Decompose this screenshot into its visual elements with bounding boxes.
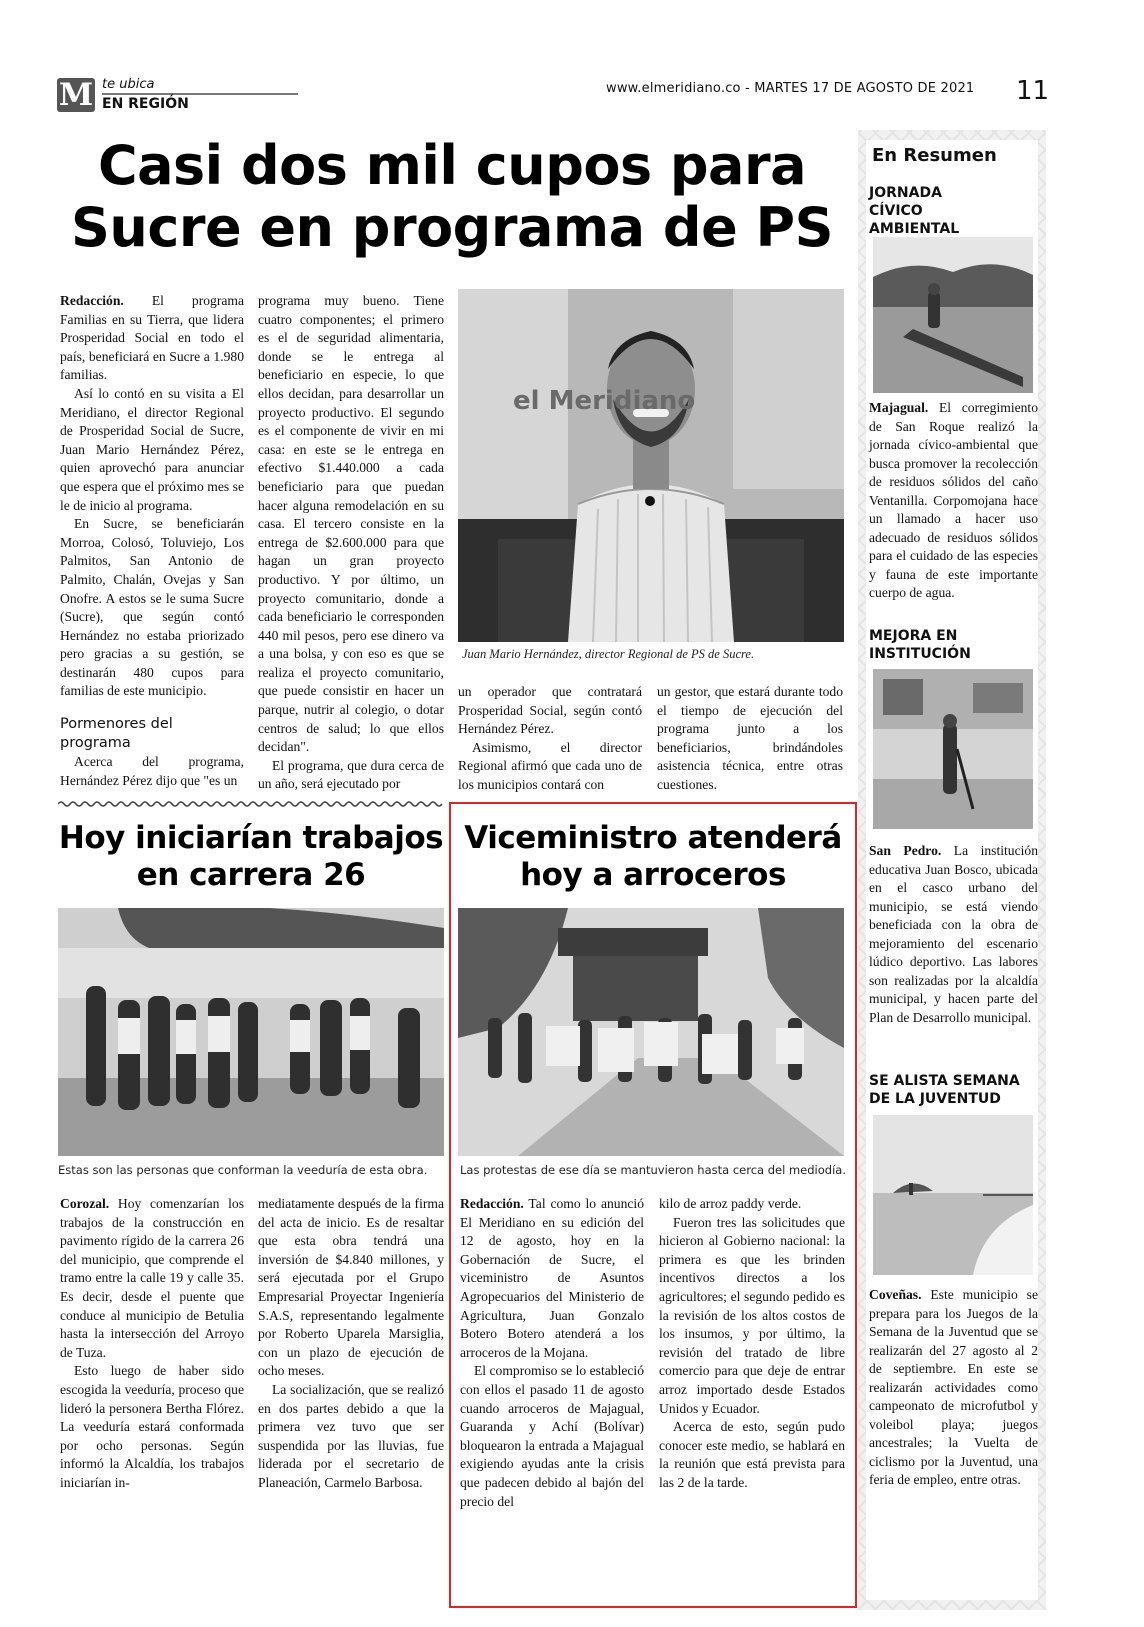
sidebar-title: En Resumen (872, 145, 997, 166)
section-subtitle: te ubica (102, 77, 155, 92)
main-story-col2 (258, 292, 444, 794)
paragraph: Acerca del programa, Hernández Pérez dijo que "es un (60, 754, 244, 788)
portrait-illustration (458, 289, 844, 642)
sidebar-item-title: SE ALISTA SEMANA DE LA JUVENTUD (869, 1073, 1020, 1107)
page-number: 11 (1016, 76, 1050, 106)
paragraph: El corregimiento de San Roque realizó la jornada cívico-ambiental que busca promover la recolección de residuos sólidos del caño Ventanilla. Corpomojana hace un llamado a hacer uso adecuado de residuos sólidos para el cuidado de las especies y fauna de este importante cuerpo de agua. (869, 400, 1038, 600)
paragraph: kilo de arroz paddy verde. (659, 1196, 802, 1211)
main-headline (52, 135, 852, 259)
story3-headline-line2: hoy a arroceros (520, 857, 786, 893)
backdrop-logo-text: el Meridiano (513, 386, 696, 416)
story3-headline-line1: Viceministro atenderá (464, 820, 842, 856)
paragraph: El programa, que dura cerca de un año, será ejecutado por (258, 757, 444, 792)
story2-col2 (258, 1195, 444, 1493)
protest-photo (458, 908, 844, 1156)
section-divider (58, 800, 444, 808)
story3-col2 (659, 1195, 845, 1493)
sidebar-item-text (869, 842, 1038, 1027)
paragraph: Fueron tres las solicitudes que hicieron al Gobierno nacional: la primera es que les brinden incentivos directos a los agricultores; el segundo pedido es la revisión de los altos costos de los insumos, y por último, la revisión del tratado de libre comercio para que deje de entrar arroz importado desde Estados Unidos y Ecuador. (659, 1214, 845, 1416)
dateline-city: Corozal. (60, 1196, 110, 1211)
story2-headline-line2: en carrera 26 (136, 857, 366, 893)
story2-col1 (60, 1195, 244, 1493)
main-story-col1 (60, 292, 244, 790)
paragraph: Tal como lo anunció El Meridiano en su edición del 12 de agosto, hoy en la Gobernación de Sucre, el viceministro de Asuntos Agropecuarios del Ministerio de Agricultura, Juan Gonzalo Botero Botero atenderá a los arroceros de la Mojana. (460, 1196, 644, 1360)
paragraph: Esto luego de haber sido escogida la veeduría, proceso que lideró la personera Bertha Flórez. La veeduría estará conformada por ocho personas. Según informó la Alcaldía, los trabajos iniciarían in- (60, 1363, 244, 1490)
sidebar-item-text (869, 399, 1038, 603)
paragraph: programa muy bueno. Tiene cuatro componentes; el primero es el de seguridad alimentaria, donde se le entrega al beneficiario en especie, lo que ellos decidan, para desarrollar un proyecto productivo. El segundo es el componente de vivir en mi casa: en este se le entrega en efectivo $1.440.000 a cada beneficiario para que puedan hacer alguna remodelación en su casa. El tercero consiste en la entrega de $2.600.000 para que hagan un gran proyecto productivo. Y por último, un proyecto comunitario, donde a cada beneficiario le corresponden 440 mil pesos, pero ese dinero va a una bolsa, y con eso es que se realiza el proyecto comunitario, que puede consistir en hacer un parque, nutrir al colegio, o dotar centros de salud; lo que ellos decidan". (258, 293, 444, 755)
sidebar-item-title: MEJORA EN INSTITUCIÓN (869, 628, 971, 662)
beach-illustration (873, 1115, 1033, 1275)
veeduria-illustration (58, 908, 444, 1156)
veeduria-photo (58, 908, 444, 1156)
dateline: www.elmeridiano.co - MARTES 17 DE AGOSTO DE 2021 (606, 81, 975, 96)
protest-illustration (458, 908, 844, 1156)
paragraph: mediatamente después de la firma del acta de inicio. Es de resaltar que esta obra tendrá una inversión de $4.840 millones, y será ejecutada por el Grupo Empresarial Proyectar Ingeniería S.A.S, representando legalmente por Roberto Uparela Marsiglia, con un plazo de ejecución de ocho meses. (258, 1196, 444, 1379)
story2-headline (52, 820, 450, 894)
canoe-illustration (873, 237, 1033, 393)
paragraph: un gestor, que estará durante todo el tiempo de ejecución del programa junto a los beneficiarios, brindándoles asistencia técnica, entre otras cuestiones. (657, 684, 843, 792)
sidebar-item-title: JORNADA CÍVICO AMBIENTAL (869, 185, 960, 237)
sidebar-photo-canoe (873, 237, 1033, 393)
main-headline-line2: Sucre en programa de PS (71, 196, 833, 259)
subheading: Pormenores del programa (60, 716, 173, 752)
dateline-city: Majagual. (869, 400, 929, 415)
paragraph: La institución educativa Juan Bosco, ubicada en el casco urbano del municipio, se está viendo beneficiada con la obra de mejoramiento del escenario lúdico deportivo. Las labores son realizadas por la alcaldía municipal, y hacen parte del Plan de Desarrollo municipal. (869, 843, 1039, 1025)
section-rule (102, 93, 298, 95)
byline: Redacción. (60, 293, 124, 308)
dateline-city: San Pedro. (869, 843, 942, 858)
paragraph: un operador que contratará Prosperidad Social, según contó Hernández Pérez. (458, 684, 642, 737)
section-name: EN REGIÓN (102, 96, 189, 112)
main-headline-line1: Casi dos mil cupos para (97, 134, 807, 197)
paragraph: El compromiso se lo estableció con ellos el pasado 11 de agosto cuando arroceros de Majagual, Guaranda y Achí (Bolívar) bloquearon la entrada a Majagual exigiendo ayudas ante la crisis que padecen debido al bajón del precio del (460, 1363, 644, 1509)
sidebar-photo-school (873, 669, 1033, 829)
main-story-col4 (657, 683, 843, 795)
masthead-logo: M (58, 77, 94, 113)
paragraph: Así lo contó en su visita a El Meridiano, el director Regional de Prosperidad Social de Sucre, Juan Mario Hernández Pérez, quien aprovechó para anunciar que espera que el próximo mes se le de inicio al programa. (60, 385, 244, 513)
school-illustration (873, 669, 1033, 829)
paragraph: Hoy comenzarían los trabajos de la construcción en pavimento rígido de la carrera 26 del municipio, que comprende el tramo entre la calle 19 y calle 35. Es decir, desde el puente que conduce al municipio de Betulia hasta la intersección del Arroyo de Tuza. (60, 1196, 244, 1360)
main-story-col3 (458, 683, 642, 795)
paragraph: En Sucre, se beneficiarán Morroa, Colosó, Toluviejo, Los Palmitos, San Antonio de Palmito, Chalán, Ovejas y San Onofre. A estos se le suma Sucre (Sucre), que según contó Hernández no estaba priorizado pero gracias a su gestión, se destinarán 480 cupos para familias de este municipio. (60, 516, 244, 699)
portrait-photo (458, 289, 844, 642)
dateline-city: Coveñas. (869, 1287, 922, 1302)
sidebar-photo-beach (873, 1115, 1033, 1275)
paragraph: Acerca de esto, según pudo conocer este medio, se hablará en la reunión que está prevista para las 2 de la tarde. (659, 1419, 845, 1490)
paragraph: Este municipio se prepara para los Juegos de la Semana de la Juventud que se realizarán del 27 agosto al 2 de septiembre. En este se realizarán actividades como campeonato de microfutbol y voleibol playa; juegos ancestrales; la Vuelta de ciclismo por la Juventud, una feria de empleo, entre otras. (869, 1287, 1038, 1487)
story2-headline-line1: Hoy iniciarían trabajos (58, 820, 444, 856)
paragraph: La socialización, que se realizó en dos partes debido a que la primera vez tuvo que ser suspendida por las lluvias, fue liderada por el secretario de Planeación, Carmelo Barbosa. (258, 1381, 444, 1490)
story3-col1 (460, 1195, 644, 1511)
portrait-caption: Juan Mario Hernández, director Regional de PS de Sucre. (462, 647, 755, 661)
byline: Redacción. (460, 1196, 524, 1211)
sidebar-item-text (869, 1286, 1038, 1490)
veeduria-caption: Estas son las personas que conforman la veeduría de esta obra. (58, 1163, 428, 1177)
paragraph: Asimismo, el director Regional afirmó que cada uno de los municipios contará con (458, 739, 642, 792)
paragraph: El programa Familias en su Tierra, que lidera Prosperidad Social en todo el país, beneficiará en Sucre a 1.980 familias. (60, 293, 244, 383)
protest-caption: Las protestas de ese día se mantuvieron hasta cerca del mediodía. (460, 1163, 846, 1177)
story3-headline (455, 820, 851, 894)
